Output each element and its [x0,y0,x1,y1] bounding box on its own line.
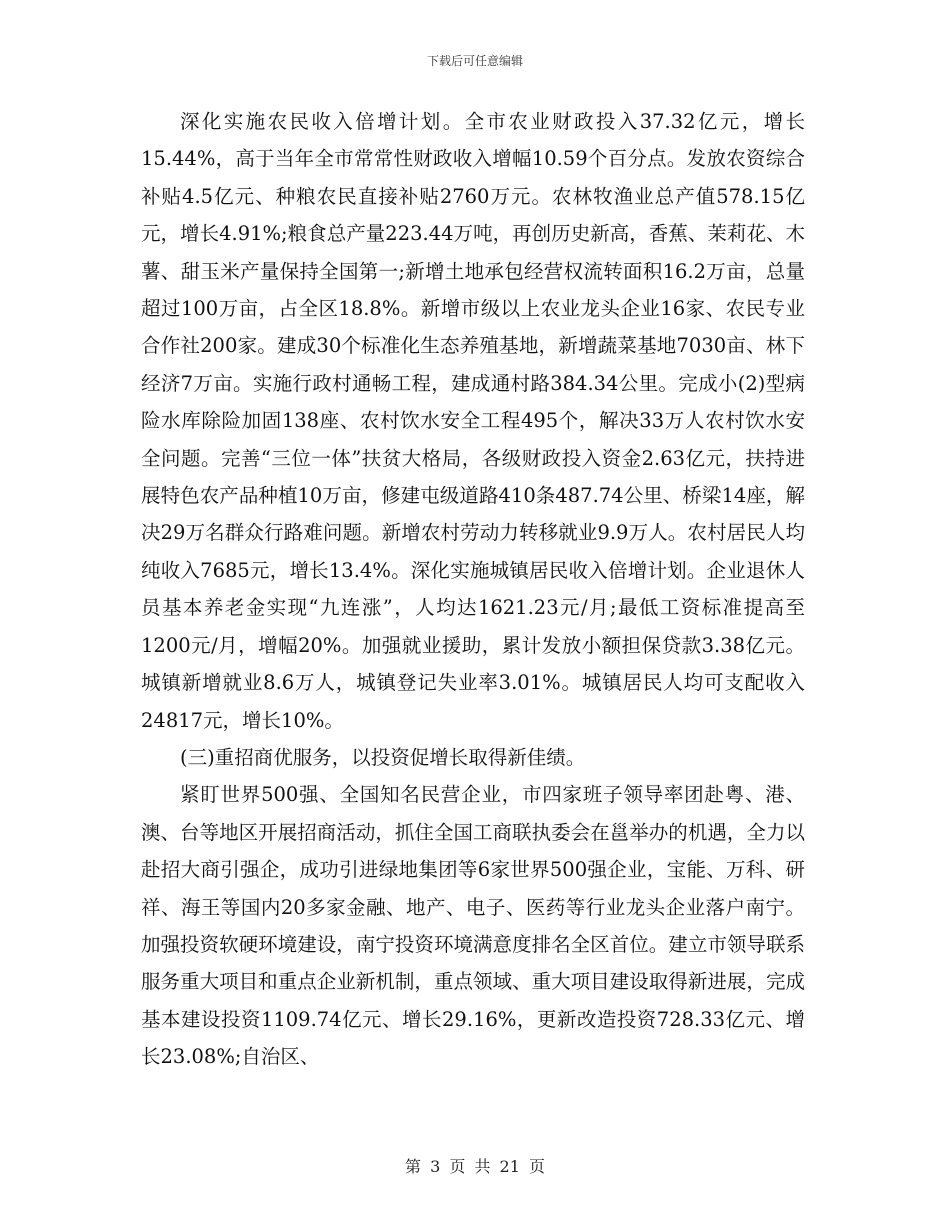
page-header: 下载后可任意编辑 [426,54,523,68]
section-heading-investment: (三)重招商优服务，以投资促增长取得新佳绩。 [180,745,586,769]
page-number-footer: 第 3 页 共 21 页 [405,1157,545,1176]
paragraph-investment: 紧盯世界500强、全国知名民营企业，市四家班子领导率团赴粤、港、澳、台等地区开展招商活动，抓住全国工商联执委会在邕举办的机遇，全力以赴招大商引强企，成功引进绿地集团等6家世界500强企业，宝能、万科、研祥、海王等国内20多家金融、地产、电子、医药等行业龙头企业落户南宁。加强投资软硬环境建设，南宁投资环境满意度排名全区首位。建立市领导联系服务重大项目和重点企业新机制，重点领域、重大项目建设取得新进展，完成基本建设投资1109.74亿元、增长29.16%，更新改造投资728.33亿元、增长23.08%;自治区、 [141,783,805,1069]
paragraph-farmer-income: 深化实施农民收入倍增计划。全市农业财政投入37.32亿元，增长15.44%，高于当年全市常常性财政收入增幅10.59个百分点。发放农资综合补贴4.5亿元、种粮农民直接补贴2760万元。农林牧渔业总产值578.15亿元，增长4.91%;粮食总产量223.44万吨，再创历史新高，香蕉、茉莉花、木薯、甜玉米产量保持全国第一;新增土地承包经营权流转面积16.2万亩，总量超过100万亩，占全区18.8%。新增市级以上农业龙头企业16家、农民专业合作社200家。建成30个标准化生态养殖基地，新增蔬菜基地7030亩、林下经济7万亩。实施行政村通畅工程，建成通村路384.34公里。完成小(2)型病险水库除险加固138座、农村饮水安全工程495个，解决33万人农村饮水安全问题。完善“三位一体”扶贫大格局，各级财政投入资金2.63亿元，扶持进展特色农产品种植10万亩，修建屯级道路410条487.74公里、桥梁14座，解决29万名群众行路难问题。新增农村劳动力转移就业9.9万人。农村居民人均纯收入7685元，增长13.4%。深化实施城镇居民收入倍增计划。企业退休人员基本养老金实现“九连涨”，人均达1621.23元/月;最低工资标准提高至1200元/月，增幅20%。加强就业援助，累计发放小额担保贷款3.38亿元。城镇新增就业8.6万人，城镇登记失业率3.01%。城镇居民人均可支配收入24817元，增长10%。 [141,110,805,732]
document-body [141,103,805,1076]
